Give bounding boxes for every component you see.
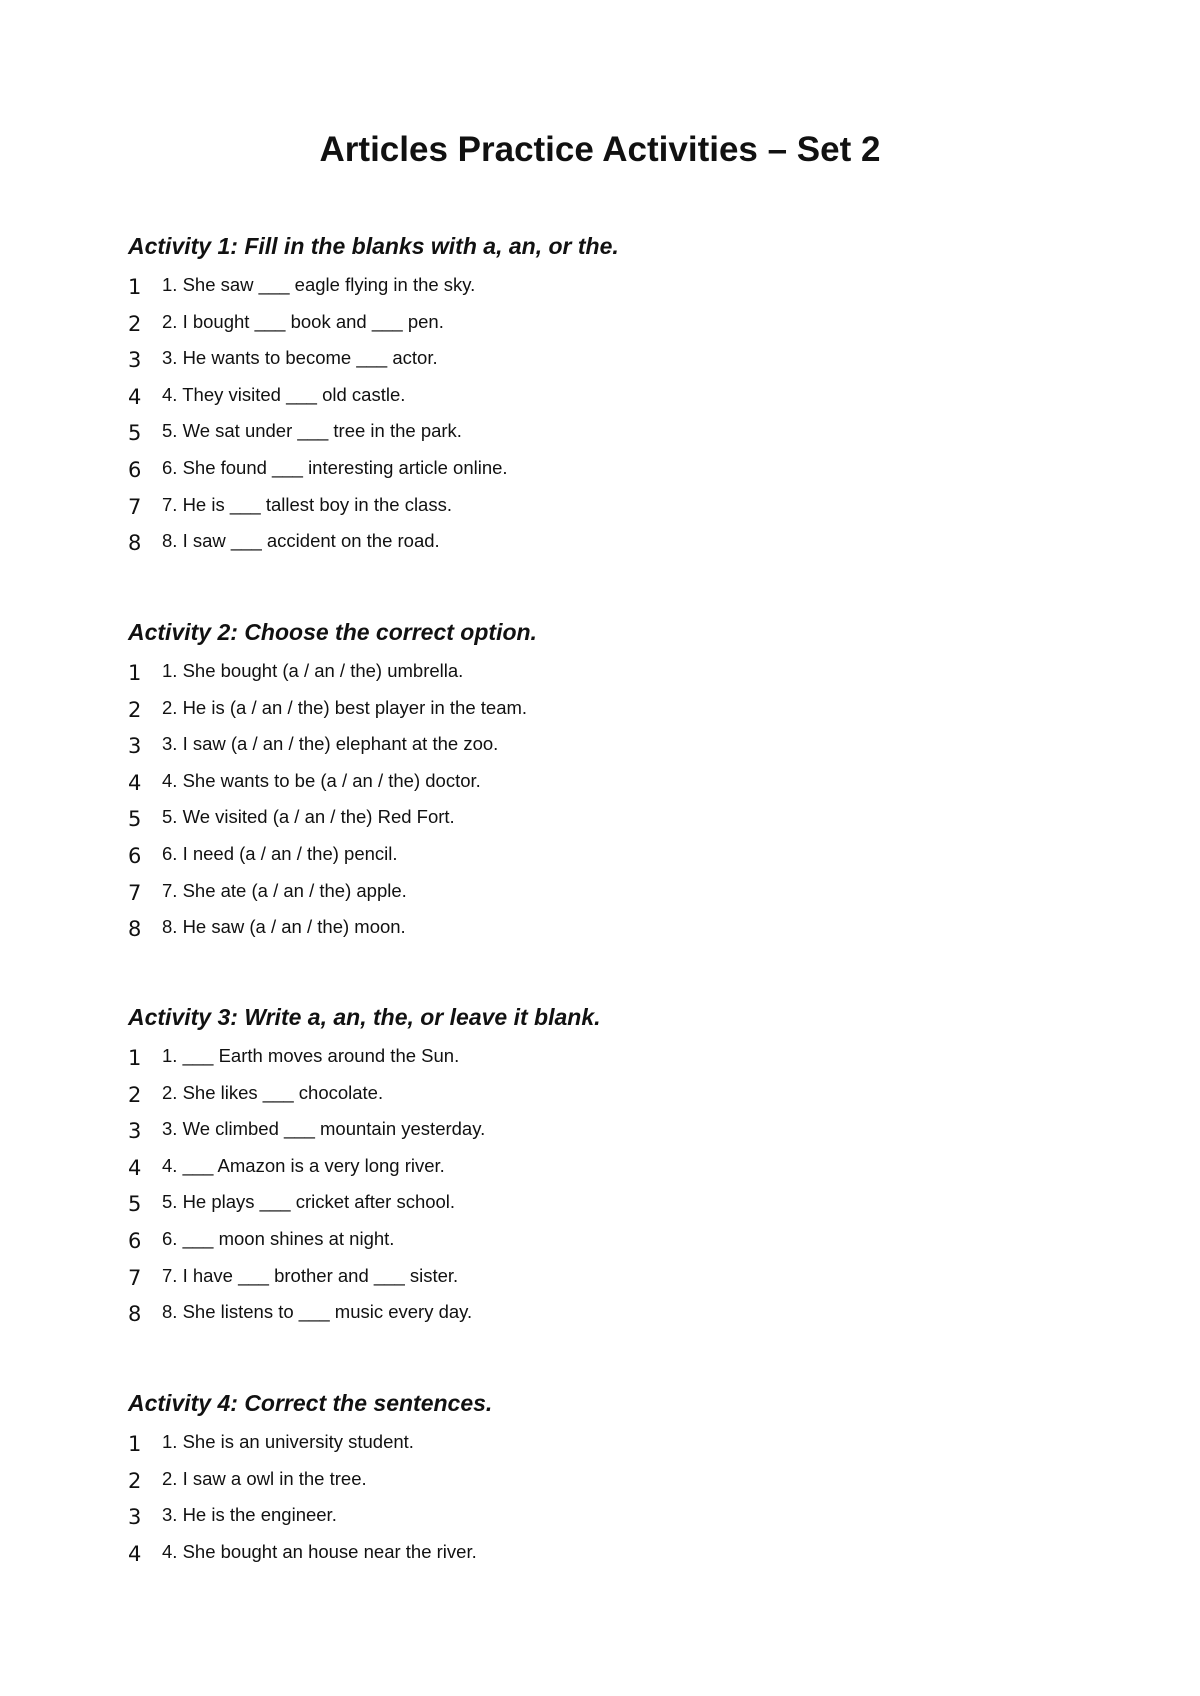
item-number: 3 [128,734,142,759]
list-item [128,836,1128,873]
list-item [128,726,1128,763]
item-number: 4 [128,770,142,795]
item-number: 7 [128,1265,142,1290]
item-number: 2 [128,697,142,722]
list-item [128,653,1128,690]
item-text: 7. She ate (a / an / the) apple. [162,879,407,901]
activity-heading: Activity 2: Choose the correct option. [128,619,537,645]
item-text: 2. I bought ___ book and ___ pen. [162,310,444,332]
item-text: 4. They visited ___ old castle. [162,383,406,405]
item-number: 1 [128,1432,142,1456]
item-text: 2. He is (a / an / the) best player in the team. [162,696,528,718]
activity-heading: Activity 1: Fill in the blanks with a, an, or the. [128,233,619,259]
activity-item-list [128,1424,1128,1570]
list-item [128,487,1128,524]
item-text: 6. ___ moon shines at night. [162,1227,395,1249]
item-number: 2 [128,1082,142,1107]
list-item [128,304,1128,341]
item-number: 8 [128,1302,142,1327]
activity-heading: Activity 3: Write a, an, the, or leave it blank. [128,1004,601,1030]
list-item [128,1258,1128,1295]
list-item [128,799,1128,836]
item-text: 8. He saw (a / an / the) moon. [162,916,406,938]
list-item [128,413,1128,450]
item-number: 3 [128,348,142,373]
item-number: 3 [128,1119,142,1144]
item-text: 8. She listens to ___ music every day. [162,1301,473,1323]
item-text: 7. I have ___ brother and ___ sister. [162,1264,459,1286]
list-item [128,1184,1128,1221]
activity-4 [128,1388,1128,1570]
list-item [128,1534,1128,1571]
item-number: 7 [128,494,142,519]
item-number: 7 [128,880,142,905]
item-number: 6 [128,457,142,482]
item-text: 3. We climbed ___ mountain yesterday. [162,1118,486,1140]
item-text: 3. He wants to become ___ actor. [162,347,438,369]
item-number: 6 [128,1228,142,1253]
item-text: 1. She is an university student. [162,1431,414,1452]
list-item [128,1497,1128,1534]
activity-2 [128,617,1128,946]
item-number: 3 [128,1505,142,1530]
item-number: 4 [128,1541,142,1566]
item-number: 1 [128,275,142,299]
item-text: 2. She likes ___ chocolate. [162,1081,384,1103]
list-item [128,1075,1128,1112]
item-text: 5. We sat under ___ tree in the park. [162,420,462,442]
item-text: 8. I saw ___ accident on the road. [162,530,440,552]
list-item [128,1294,1128,1331]
list-item [128,763,1128,800]
item-number: 5 [128,807,142,832]
item-text: 1. She bought (a / an / the) umbrella. [162,660,464,681]
list-item [128,1148,1128,1185]
list-item [128,1038,1128,1075]
item-number: 8 [128,917,142,942]
activity-item-list [128,653,1128,946]
list-item [128,450,1128,487]
item-number: 2 [128,311,142,336]
item-text: 4. She bought an house near the river. [162,1540,477,1562]
list-item [128,1221,1128,1258]
item-text: 3. I saw (a / an / the) elephant at the zoo. [162,733,499,755]
page-title: Articles Practice Activities – Set 2 [319,130,881,169]
item-number: 6 [128,843,142,868]
activity-item-list [128,1038,1128,1331]
list-item [128,690,1128,727]
list-item [128,340,1128,377]
activity-3 [128,1002,1128,1331]
item-text: 6. I need (a / an / the) pencil. [162,842,398,864]
item-text: 3. He is the engineer. [162,1504,337,1526]
item-number: 5 [128,1192,142,1217]
activity-1 [128,231,1128,560]
item-text: 4. ___ Amazon is a very long river. [162,1154,445,1176]
list-item [128,523,1128,560]
list-item [128,1111,1128,1148]
item-number: 1 [128,661,142,685]
item-text: 5. We visited (a / an / the) Red Fort. [162,806,455,828]
activity-heading: Activity 4: Correct the sentences. [128,1390,493,1416]
item-text: 1. ___ Earth moves around the Sun. [162,1045,460,1066]
activity-item-list [128,267,1128,560]
item-text: 7. He is ___ tallest boy in the class. [162,493,452,515]
item-number: 4 [128,384,142,409]
item-number: 4 [128,1155,142,1180]
item-text: 5. He plays ___ cricket after school. [162,1191,456,1213]
item-text: 1. She saw ___ eagle flying in the sky. [162,274,476,295]
item-text: 4. She wants to be (a / an / the) doctor. [162,769,481,791]
item-number: 8 [128,531,142,556]
list-item [128,267,1128,304]
list-item [128,377,1128,414]
item-number: 2 [128,1468,142,1493]
item-number: 1 [128,1046,142,1070]
item-text: 6. She found ___ interesting article online. [162,456,508,478]
item-text: 2. I saw a owl in the tree. [162,1467,367,1489]
list-item [128,1461,1128,1498]
list-item [128,873,1128,910]
list-item [128,909,1128,946]
list-item [128,1424,1128,1461]
item-number: 5 [128,421,142,446]
